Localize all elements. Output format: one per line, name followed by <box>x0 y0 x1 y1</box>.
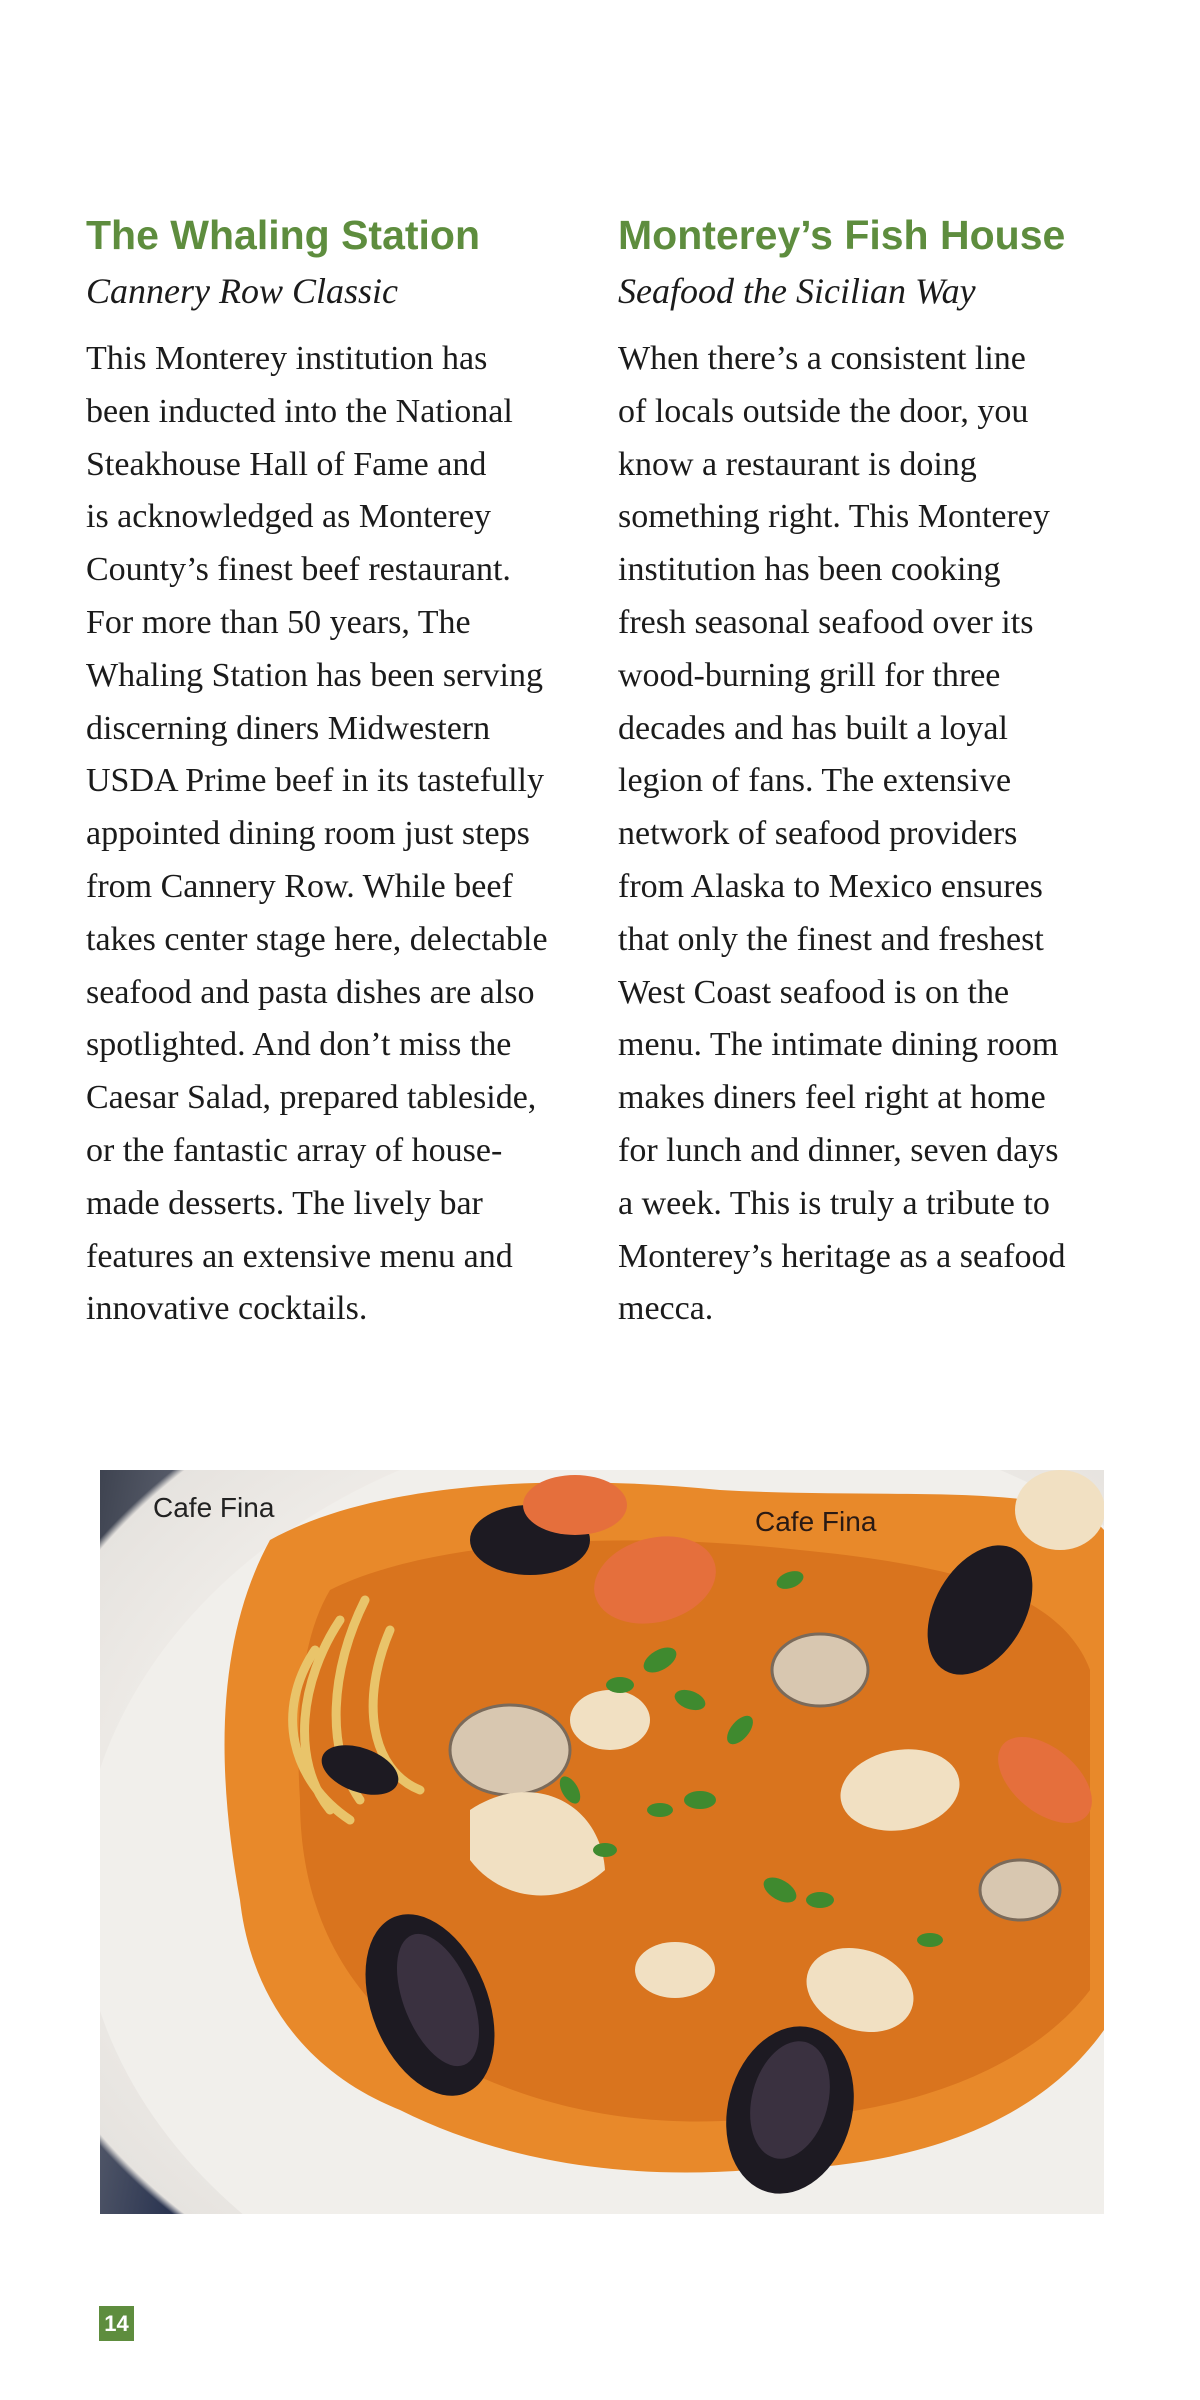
text-line: from Cannery Row. While beef <box>86 867 513 905</box>
text-line: network of seafood providers <box>618 815 1018 853</box>
photo-credit: Cafe Fina <box>755 1506 877 1537</box>
text-line: features an extensive menu and <box>86 1237 513 1275</box>
text-line: wood-burning grill for three <box>618 656 1001 694</box>
text-line: Monterey’s heritage as a seafood <box>618 1237 1066 1275</box>
article-whaling-station <box>86 205 576 1336</box>
restaurant-description <box>86 333 576 1336</box>
text-line: know a restaurant is doing <box>618 445 977 483</box>
page-number: 14 <box>99 2306 134 2341</box>
restaurant-title: Monterey’s Fish House <box>618 212 1066 258</box>
text-line: County’s finest beef restaurant. <box>86 551 511 589</box>
restaurant-subtitle: Seafood the Sicilian Way <box>618 271 976 311</box>
text-line: spotlighted. And don’t miss the <box>86 1026 512 1064</box>
text-line: for lunch and dinner, seven days <box>618 1131 1059 1169</box>
text-line: legion of fans. The extensive <box>618 762 1012 800</box>
text-line: fresh seasonal seafood over its <box>618 603 1034 641</box>
text-line: When there’s a consistent line <box>618 340 1026 377</box>
text-line: appointed dining room just steps <box>86 815 530 853</box>
text-line: Steakhouse Hall of Fame and <box>86 445 487 483</box>
text-line: makes diners feel right at home <box>618 1079 1046 1117</box>
text-line: or the fantastic array of house- <box>86 1131 503 1169</box>
text-line: innovative cocktails. <box>86 1290 368 1328</box>
text-line: West Coast seafood is on the <box>618 973 1010 1011</box>
text-line: Caesar Salad, prepared tableside, <box>86 1079 537 1117</box>
text-line: been inducted into the National <box>86 392 513 430</box>
text-line: decades and has built a loyal <box>618 709 1008 747</box>
restaurant-subtitle: Cannery Row Classic <box>86 271 398 311</box>
text-line: seafood and pasta dishes are also <box>86 973 535 1011</box>
text-line: takes center stage here, delectable <box>86 920 548 958</box>
text-line: For more than 50 years, The <box>86 603 471 641</box>
text-line: mecca. <box>618 1290 714 1328</box>
article-fish-house <box>618 205 1118 1336</box>
text-line: Whaling Station has been serving <box>86 656 544 694</box>
text-line: made desserts. The lively bar <box>86 1184 483 1222</box>
text-line: is acknowledged as Monterey <box>86 498 492 536</box>
text-line: This Monterey institution has <box>86 340 488 377</box>
text-line: from Alaska to Mexico ensures <box>618 867 1043 905</box>
text-line: menu. The intimate dining room <box>618 1026 1059 1064</box>
text-line: institution has been cooking <box>618 551 1001 589</box>
text-line: a week. This is truly a tribute to <box>618 1184 1050 1222</box>
seafood-illustration <box>100 1470 1104 2214</box>
text-line: of locals outside the door, you <box>618 392 1029 430</box>
seafood-dish-photo <box>100 1470 1104 2214</box>
text-line: USDA Prime beef in its tastefully <box>86 762 545 800</box>
photo-credit: Cafe Fina <box>153 1492 275 1523</box>
restaurant-description <box>618 333 1118 1336</box>
text-line: discerning diners Midwestern <box>86 709 491 747</box>
text-line: that only the finest and freshest <box>618 920 1044 958</box>
text-line: something right. This Monterey <box>618 498 1050 536</box>
restaurant-title: The Whaling Station <box>86 212 481 258</box>
